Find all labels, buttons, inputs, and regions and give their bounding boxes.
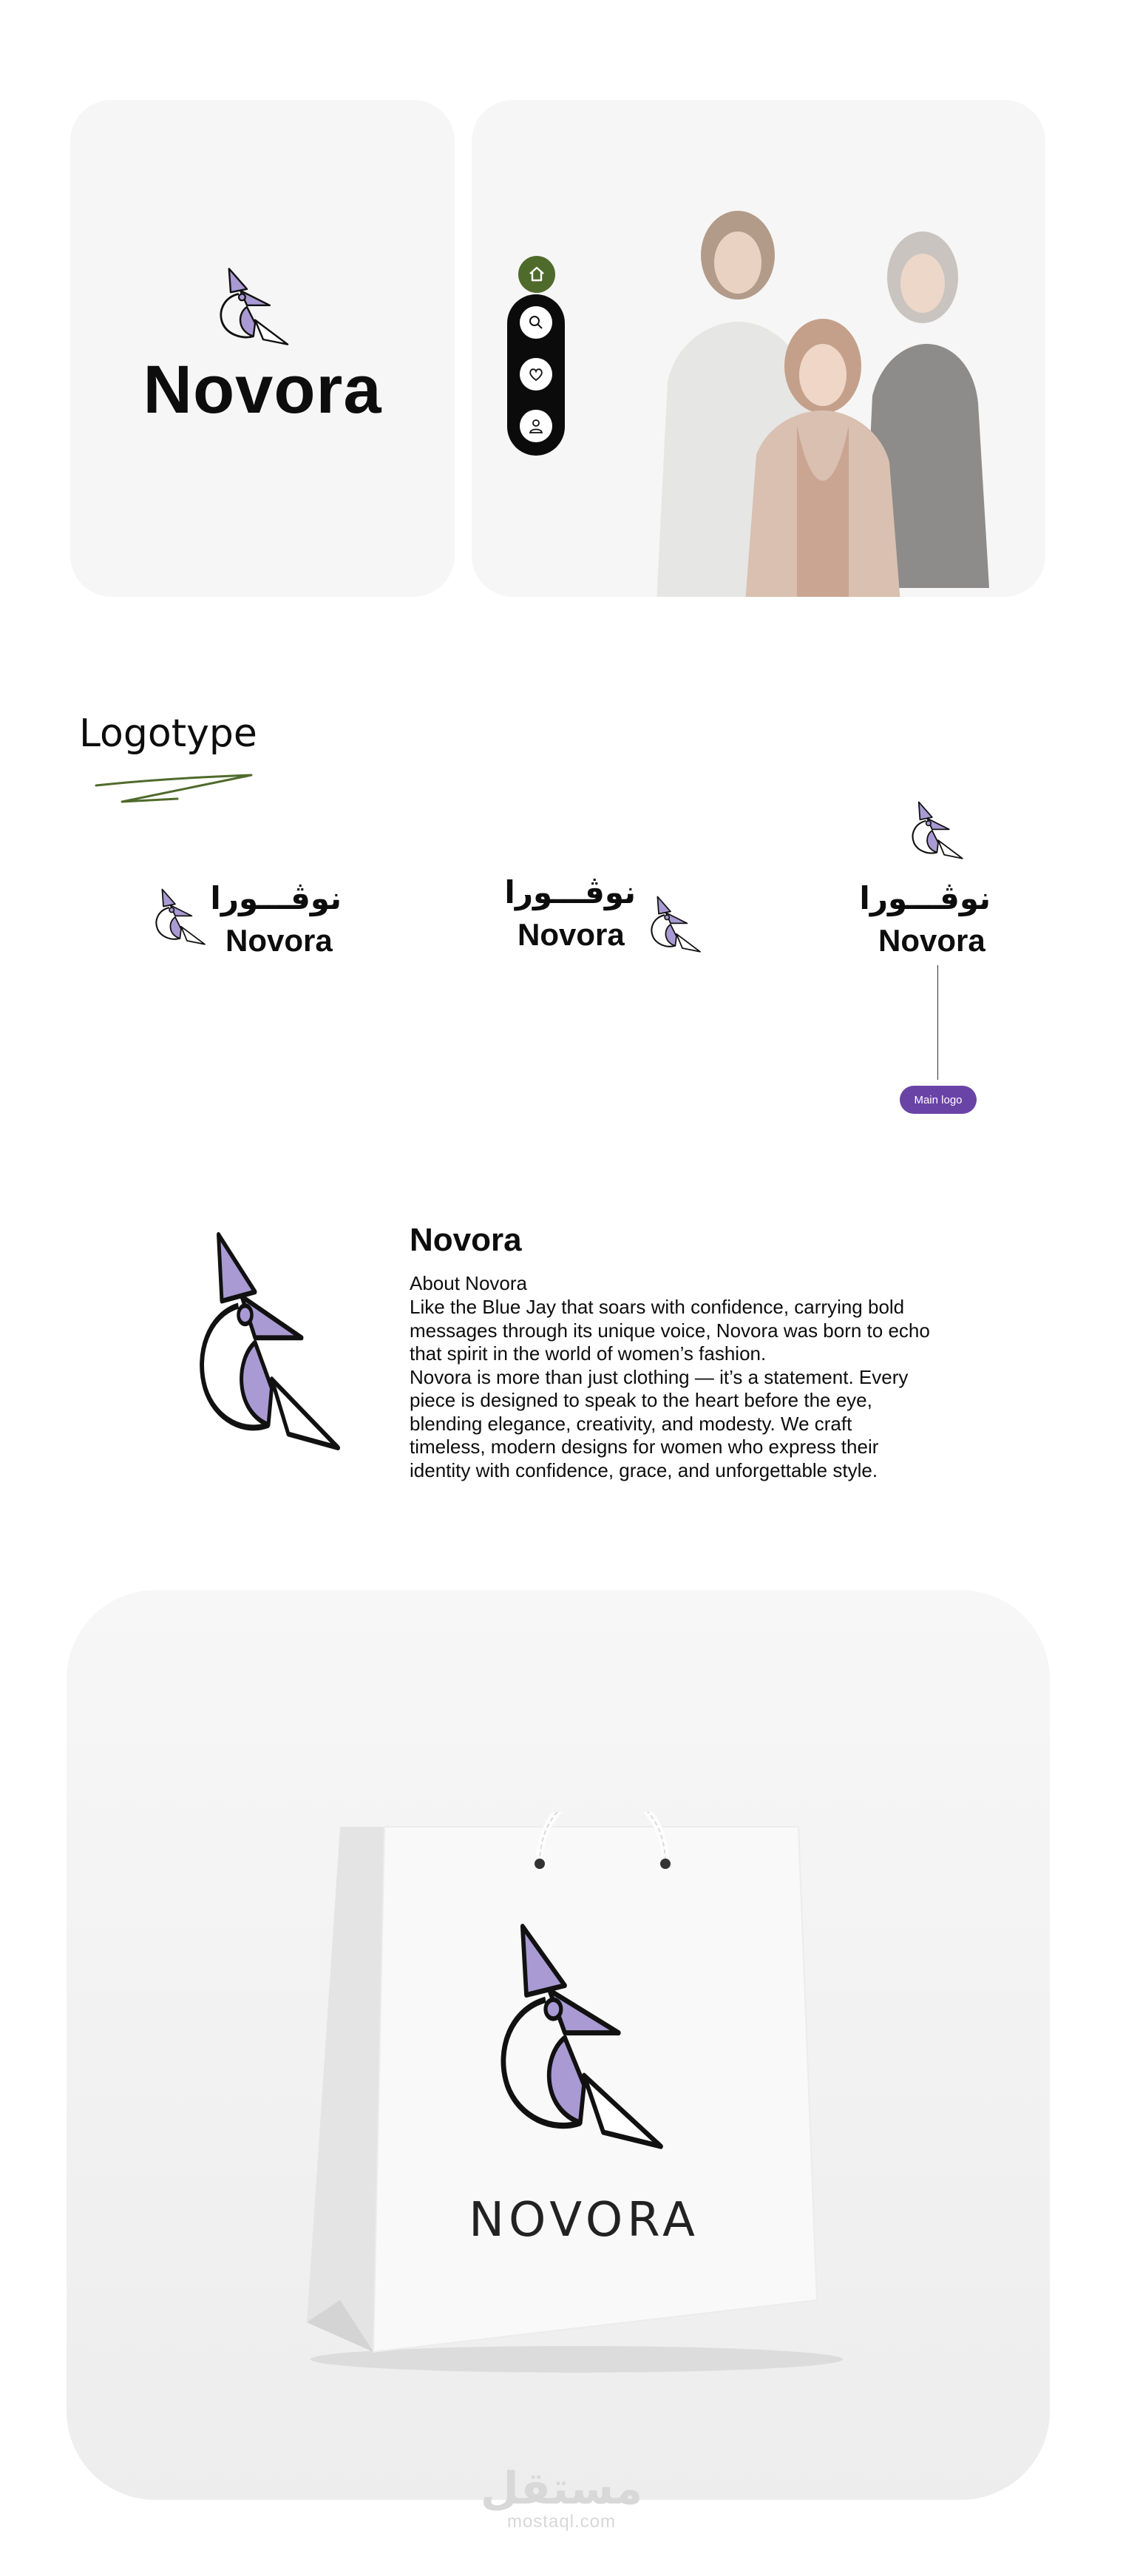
logotype-main-bird-icon — [908, 790, 968, 871]
mobile-nav-bar — [507, 294, 565, 456]
watermark-latin: mostaql.com — [506, 2512, 617, 2532]
bird-logo-icon — [214, 251, 296, 362]
bag-bird-logo-icon — [488, 1919, 680, 2156]
search-icon — [528, 314, 544, 331]
home-icon — [528, 266, 546, 283]
nav-favorites-button[interactable] — [520, 358, 552, 391]
bag-brand-name: NOVORA — [469, 2193, 699, 2248]
hero-brand-name: Novora — [143, 352, 382, 427]
about-title: Novora — [410, 1222, 522, 1258]
about-bird-logo-icon — [189, 1228, 355, 1457]
about-body: Like the Blue Jay that soars with confidence, carrying bold messages through its unique voice, Novora was born to echo that spirit in the world of women’s fashion. Novora is more than just clothing — it’s a statement. Every piece is designed to speak to the heart before the eye, blending elegance, creativity, and modesty. We craft timeless, modern designs for women who express their identity with confidence, grace, and unforgettable style. — [410, 1296, 930, 1481]
logotype-v2-arabic: نوڤـــورا — [504, 874, 636, 910]
logotype-main-arabic: نوڤـــورا — [859, 880, 991, 916]
logotype-v1-arabic: نوڤـــورا — [210, 880, 342, 916]
logotype-v2-latin: Novora — [518, 917, 625, 952]
heart-icon — [528, 366, 544, 382]
watermark-arabic: مستقل — [480, 2463, 643, 2515]
about-subtitle: About Novora — [410, 1272, 527, 1294]
logotype-v2-bird-icon — [647, 884, 706, 965]
main-logo-badge: Main logo — [900, 1086, 977, 1114]
hero-logo-card — [70, 100, 455, 597]
mostaql-watermark — [0, 2463, 1123, 2532]
models-photo — [597, 189, 1011, 597]
main-logo-pointer-line — [937, 965, 938, 1080]
logotype-v1-bird-icon — [152, 876, 211, 958]
user-icon — [528, 418, 544, 434]
logotype-v1-latin: Novora — [225, 923, 333, 958]
logotype-main-latin: Novora — [878, 923, 985, 958]
underline-scribble-icon — [92, 769, 262, 806]
logotype-title: Logotype — [79, 711, 257, 756]
nav-search-button[interactable] — [520, 306, 552, 339]
home-button[interactable] — [518, 256, 555, 293]
nav-profile-button[interactable] — [520, 410, 552, 442]
